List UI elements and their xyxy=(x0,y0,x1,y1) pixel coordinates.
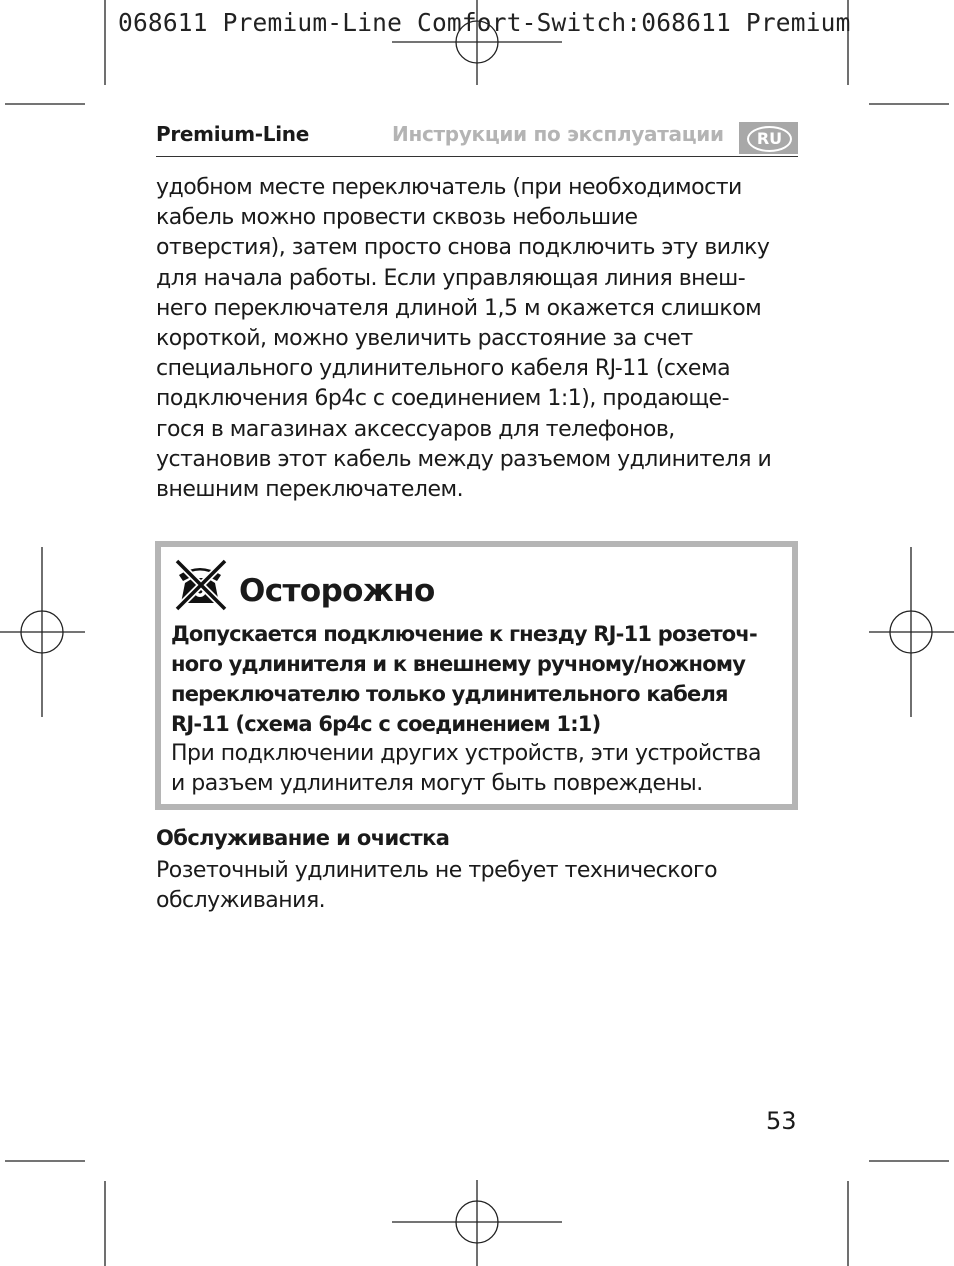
body-line: внешним переключателем. xyxy=(156,477,464,503)
warning-bold-line: переключателю только удлинительного кабеля xyxy=(171,682,728,706)
body-line: для начала работы. Если управляющая линия внеш- xyxy=(156,265,746,291)
warning-box xyxy=(155,541,798,810)
page-number: 53 xyxy=(766,1107,797,1135)
brand-name: Premium-Line xyxy=(156,122,309,146)
body-line: установив этот кабель между разъемом удлинителя и xyxy=(156,446,772,472)
document-title: Инструкции по эксплуатации xyxy=(392,122,724,146)
maintenance-line: обслуживания. xyxy=(156,888,326,913)
body-line: специального удлинительного кабеля RJ-11 (схема xyxy=(156,356,731,382)
body-line: кабель можно провести сквозь небольшие xyxy=(156,205,638,231)
body-line: подключения 6p4c с соединением 1:1), продающе- xyxy=(156,386,730,412)
warning-bold-line: ного удлинителя и к внешнему ручному/ножному xyxy=(171,652,746,676)
registration-target-right xyxy=(869,547,954,717)
warning-text xyxy=(171,739,791,799)
language-badge xyxy=(739,122,798,154)
maintenance-text xyxy=(156,856,806,916)
body-line: короткой, можно увеличить расстояние за счет xyxy=(156,326,693,352)
maintenance-heading: Обслуживание и очистка xyxy=(156,826,450,850)
body-line: него переключателя длиной 1,5 м окажется слишком xyxy=(156,295,762,321)
maintenance-line: Розеточный удлинитель не требует технического xyxy=(156,858,718,883)
registration-target-bottom xyxy=(392,1180,562,1266)
warning-text-line: и разъем удлинителя могут быть повреждены. xyxy=(171,771,703,796)
registration-target-left xyxy=(0,547,85,717)
language-code: RU xyxy=(747,126,792,152)
body-line: гося в магазинах аксессуаров для телефонов, xyxy=(156,416,675,442)
warning-bold-line: Допускается подключение к гнезду RJ-11 розеточ- xyxy=(171,622,757,646)
body-line: удобном месте переключатель (при необходимости xyxy=(156,175,742,200)
page-header xyxy=(156,122,798,157)
body-paragraph xyxy=(156,173,806,505)
print-slug: 068611 Premium-Line Comfort-Switch:068611 Premium xyxy=(118,8,851,37)
warning-text-line: При подключении других устройств, эти устройства xyxy=(171,741,762,766)
warning-bold-text xyxy=(171,619,791,739)
warning-title: Осторожно xyxy=(239,573,435,609)
no-phone-icon xyxy=(171,557,229,613)
warning-bold-line: RJ-11 (схема 6p4c с соединением 1:1) xyxy=(171,712,601,736)
body-line: отверстия), затем просто снова подключить эту вилку xyxy=(156,235,770,261)
